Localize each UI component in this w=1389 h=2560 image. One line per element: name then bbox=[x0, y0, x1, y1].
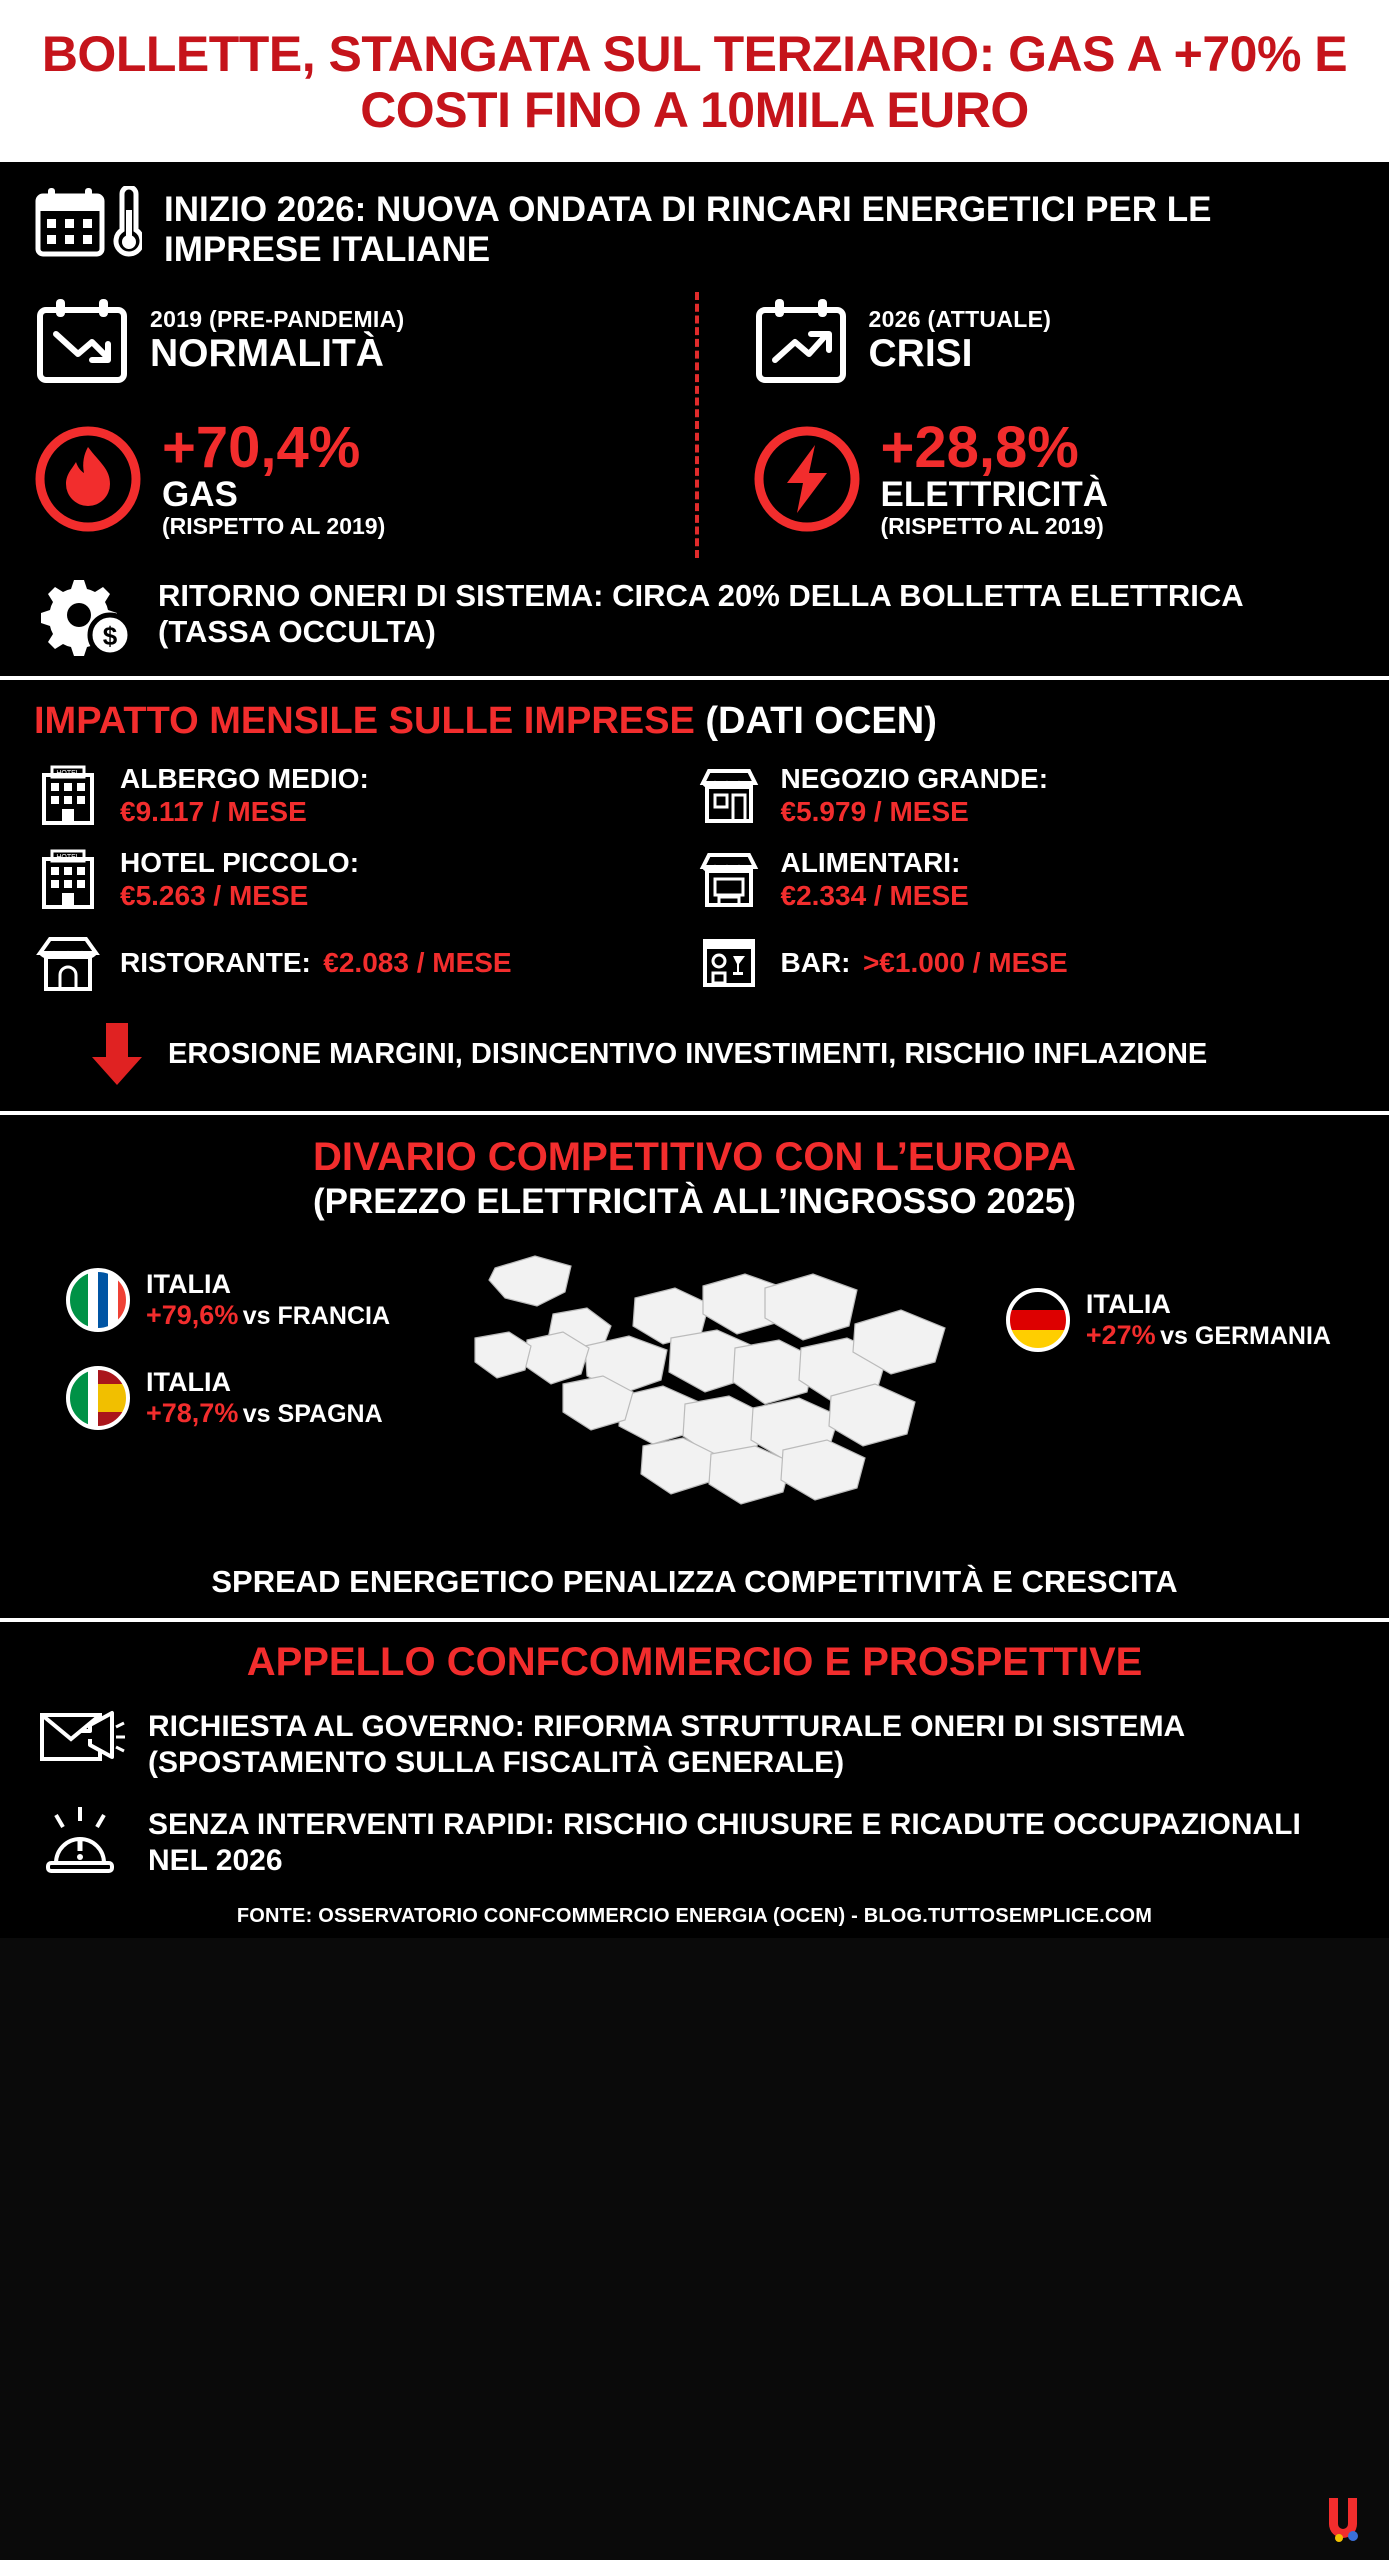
impact-item bbox=[695, 761, 1356, 829]
section-appello bbox=[0, 1622, 1389, 1938]
comparison-percent: +78,7% bbox=[146, 1398, 239, 1429]
europe-map-area bbox=[34, 1228, 1355, 1558]
comparison-country: ITALIA bbox=[146, 1367, 231, 1398]
electricity-reference: (RISPETTO AL 2019) bbox=[880, 513, 1104, 540]
appeal-text: SENZA INTERVENTI RAPIDI: RISCHIO CHIUSURE E RICADUTE OCCUPAZIONALI NEL 2026 bbox=[148, 1808, 1301, 1877]
impact-label: BAR: bbox=[780, 947, 851, 979]
section2-title-main: IMPATTO MENSILE SULLE IMPRESE bbox=[34, 700, 695, 743]
section3-title: DIVARIO COMPETITIVO CON L’EUROPA bbox=[312, 1135, 1076, 1180]
oneri-row bbox=[34, 574, 1355, 660]
electricity-label: ELETTRICITÀ bbox=[880, 474, 1108, 514]
section1-heading-row bbox=[34, 186, 1355, 270]
impact-label: HOTEL PICCOLO: bbox=[120, 847, 360, 879]
hotel-icon bbox=[34, 845, 102, 913]
electricity-stat-row bbox=[753, 414, 1342, 541]
year-2026-row bbox=[753, 296, 1342, 384]
section-impatto bbox=[0, 680, 1389, 1111]
impact-value: €9.117 / MESE bbox=[120, 795, 307, 827]
year-2019-label: 2019 (PRE-PANDEMIA) bbox=[150, 306, 405, 333]
spread-text: SPREAD ENERGETICO PENALIZZA COMPETITIVITÀ E CRESCITA bbox=[211, 1564, 1178, 1600]
header-banner bbox=[0, 0, 1389, 162]
impact-item bbox=[34, 761, 695, 829]
column-2019 bbox=[34, 296, 695, 541]
flame-icon bbox=[34, 425, 142, 533]
svg-text:HOTEL: HOTEL bbox=[56, 854, 80, 862]
electricity-percent: +28,8% bbox=[880, 414, 1079, 480]
section4-title: APPELLO CONFCOMMERCIO E PROSPETTIVE bbox=[246, 1640, 1143, 1685]
impact-label: RISTORANTE: bbox=[120, 947, 311, 979]
appeal-text: RICHIESTA AL GOVERNO: RIFORMA STRUTTURALE ONERI DI SISTEMA (SPOSTAMENTO SULLA FISCALITÀ GENERALE) bbox=[148, 1710, 1185, 1779]
restaurant-icon bbox=[34, 929, 102, 997]
year-2026-state: CRISI bbox=[868, 332, 973, 376]
appeal-item bbox=[34, 1803, 1355, 1881]
gear-dollar-icon bbox=[34, 574, 138, 660]
year-2026-label: 2026 (ATTUALE) bbox=[868, 306, 1052, 333]
impact-label: ALIMENTARI: bbox=[780, 847, 961, 879]
bar-icon bbox=[695, 929, 763, 997]
impact-label: ALBERGO MEDIO: bbox=[120, 763, 369, 795]
section-divario bbox=[0, 1115, 1389, 1618]
impact-value: €5.979 / MESE bbox=[780, 795, 969, 827]
down-arrow-icon bbox=[88, 1019, 146, 1089]
comparison-germany bbox=[1004, 1286, 1331, 1354]
gas-percent: +70,4% bbox=[162, 414, 361, 480]
comparison-spain bbox=[64, 1364, 383, 1432]
shop-icon bbox=[695, 845, 763, 913]
section2-title bbox=[34, 700, 1355, 743]
impact-label: NEGOZIO GRANDE: bbox=[780, 763, 1049, 795]
svg-text:HOTEL: HOTEL bbox=[56, 770, 80, 778]
section1-columns bbox=[34, 296, 1355, 541]
vertical-dashed-divider bbox=[695, 292, 699, 559]
hotel-icon bbox=[34, 761, 102, 829]
gas-reference: (RISPETTO AL 2019) bbox=[162, 513, 386, 540]
svg-text:$: $ bbox=[102, 621, 118, 652]
page-title: BOLLETTE, STANGATA SUL TERZIARIO: GAS A +70% E COSTI FINO A 10MILA EURO bbox=[41, 26, 1348, 138]
calendar-down-arrow-icon bbox=[34, 296, 130, 384]
europe-map-icon bbox=[435, 1228, 955, 1528]
section-rincari bbox=[0, 162, 1389, 676]
flag-germany-icon bbox=[1004, 1286, 1072, 1354]
lightning-bolt-icon bbox=[753, 425, 861, 533]
comparison-france bbox=[64, 1266, 390, 1334]
gas-label: GAS bbox=[162, 474, 238, 514]
impact-footer-row bbox=[34, 1019, 1355, 1089]
column-2026 bbox=[695, 296, 1356, 541]
impact-item bbox=[695, 929, 1356, 997]
comparison-country: ITALIA bbox=[146, 1269, 231, 1300]
appeal-item bbox=[34, 1705, 1355, 1783]
brand-logo-icon bbox=[1323, 2494, 1363, 2544]
megaphone-letter-icon bbox=[34, 1705, 126, 1783]
comparison-percent: +27% bbox=[1085, 1320, 1156, 1351]
comparison-vs: vs SPAGNA bbox=[242, 1400, 383, 1429]
comparison-vs: vs GERMANIA bbox=[1160, 1322, 1331, 1351]
comparison-vs: vs FRANCIA bbox=[242, 1302, 391, 1331]
impact-footer-text: EROSIONE MARGINI, DISINCENTIVO INVESTIMENTI, RISCHIO INFLAZIONE bbox=[168, 1037, 1208, 1070]
section3-subtitle: (PREZZO ELETTRICITÀ ALL’INGROSSO 2025) bbox=[313, 1182, 1076, 1222]
gas-stat-row bbox=[34, 414, 681, 541]
impact-value: €2.083 / MESE bbox=[323, 947, 512, 979]
section2-title-sub: (DATI OCEN) bbox=[705, 700, 937, 743]
oneri-text: RITORNO ONERI DI SISTEMA: CIRCA 20% DELLA BOLLETTA ELETTRICA (TASSA OCCULTA) bbox=[158, 578, 1243, 650]
shop-icon bbox=[695, 761, 763, 829]
comparison-percent: +79,6% bbox=[146, 1300, 239, 1331]
year-2019-state: NORMALITÀ bbox=[150, 332, 384, 376]
impact-value: €2.334 / MESE bbox=[780, 879, 969, 911]
flag-italy-france-icon bbox=[64, 1266, 132, 1334]
alarm-icon bbox=[34, 1803, 126, 1881]
impact-item bbox=[34, 929, 695, 997]
flag-italy-spain-icon bbox=[64, 1364, 132, 1432]
year-2019-row bbox=[34, 296, 681, 384]
impact-value: €5.263 / MESE bbox=[120, 879, 309, 911]
impact-value: >€1.000 / MESE bbox=[862, 947, 1068, 979]
impact-grid bbox=[34, 761, 1355, 1013]
impact-item bbox=[34, 845, 695, 913]
impact-item bbox=[695, 845, 1356, 913]
calendar-up-arrow-icon bbox=[753, 296, 849, 384]
comparison-country: ITALIA bbox=[1085, 1289, 1171, 1320]
calendar-thermometer-icon bbox=[34, 186, 142, 258]
source-text: FONTE: OSSERVATORIO CONFCOMMERCIO ENERGIA (OCEN) - BLOG.TUTTOSEMPLICE.COM bbox=[236, 1905, 1153, 1928]
section1-heading-text: INIZIO 2026: NUOVA ONDATA DI RINCARI ENERGETICI PER LE IMPRESE ITALIANE bbox=[164, 190, 1212, 269]
